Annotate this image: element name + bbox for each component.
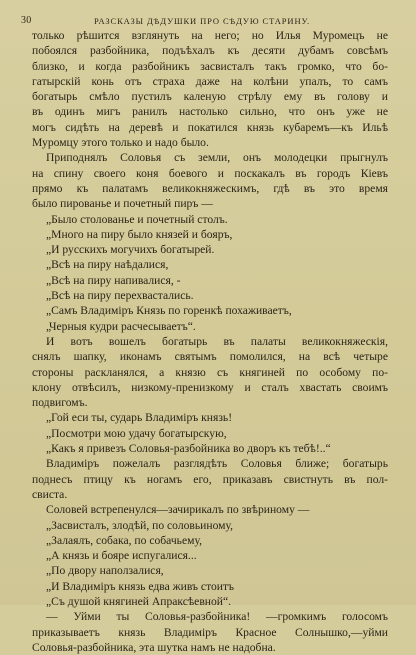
verse-line: „Всѣ на пиру напивалися, -	[46, 273, 181, 287]
verse-line: „Засвисталъ, злодѣй, по соловьиному,	[46, 518, 234, 532]
page-number: 30	[21, 15, 32, 26]
text-line: прямо къ палатамъ великокняжескимъ, гдѣ въ это время	[32, 181, 388, 195]
verse-line: „По двору наползалися,	[46, 564, 164, 578]
verse-line: Соловей встрепенулся—зачирикалъ по звѣриному —	[46, 503, 310, 517]
text-line: Соловья-разбойника, эта шутка намъ не надобна.	[32, 640, 276, 654]
verse-line: „Было столованье и почетный столъ.	[46, 212, 228, 226]
text-line: близко, и когда разбойникъ засвисталъ такъ громко, что бо-	[32, 59, 388, 73]
verse-line: „А князь и бояре испугалися...	[46, 549, 197, 563]
verse-line: „Много на пиру было князей и бояръ,	[46, 227, 233, 241]
text-line: только рѣшится взглянуть на него; но Илья Муромецъ не	[32, 29, 388, 42]
text-line: Приподнялъ Соловья съ земли, онъ молодецки прыгнулъ	[46, 151, 388, 165]
text-line: было пированье и почетный пиръ —	[32, 197, 213, 211]
verse-line: „Самъ Владиміръ Князь по горенкѣ похаживаетъ,	[46, 304, 292, 318]
verse-line: „И Владиміръ князь едва живъ стоитъ	[46, 579, 235, 593]
verse-line: „Всѣ на пиру наѣдалися,	[46, 258, 169, 272]
text-line: поднесъ птицу къ ногамъ его, приказавъ свистнуть въ пол-	[32, 472, 388, 486]
text-line: клону отвѣсилъ, низкому-пренизкому и сталъ хвастать своимъ	[32, 380, 388, 394]
verse-line: „И русскихъ могучихъ богатырей.	[46, 243, 215, 257]
text-line: побоялся разбойника, подъѣхалъ къ десяти дубамъ совсѣмъ	[32, 44, 388, 58]
text-line: — Уйми ты Соловья-разбойника! —громкимъ голосомъ	[46, 610, 388, 624]
verse-line: „Посмотри мою удачу богатырскую,	[46, 426, 227, 440]
text-line: могъ сидѣть на деревѣ и покатился князь кубаремъ—къ Ильѣ	[32, 120, 388, 134]
verse-line: „Всѣ на пиру перехвастались.	[46, 289, 194, 303]
text-line: подвигомъ.	[32, 396, 88, 410]
text-line: въ одинъ мигъ ранилъ настолько сильно, что онъ уже не	[32, 105, 388, 119]
text-line: гатырскій конь отъ страха даже на колѣни упалъ, то самъ	[32, 74, 388, 88]
verse-line: „Залаялъ, собака, по собачьему,	[46, 533, 202, 547]
text-line: И вотъ вошелъ богатырь въ палаты великокняжескія,	[46, 334, 388, 348]
text-line: богатырь смѣло пустилъ каленую стрѣлу ему въ голову и	[32, 90, 388, 104]
text-line: стороны раскланялся, а князю съ княгиней по особому по-	[32, 365, 388, 379]
running-head: РАЗСКАЗЫ ДѢДУШКИ ПРО СѢДУЮ СТАРИНУ.	[94, 16, 311, 26]
text-line: Владиміръ пожелалъ разглядѣть Соловья ближе; богатырь	[46, 457, 388, 471]
verse-line: „Черныя кудри расчесываетъ“.	[46, 319, 196, 333]
verse-line: „Какъ я привезъ Соловья-разбойника во дворъ къ тебѣ!..“	[46, 442, 331, 456]
text-line: свиста.	[32, 487, 68, 501]
text-line: Муромцу этого только и надо было.	[32, 136, 209, 150]
text-line: приказываетъ князь Владиміръ Красное Солнышко,—уйми	[32, 625, 388, 639]
text-line: на спину своего коня боевого и поскакалъ въ городъ Кіевъ	[32, 166, 388, 180]
text-line: снялъ шапку, иконамъ святымъ помолился, на всѣ четыре	[32, 350, 388, 364]
body-text	[32, 28, 388, 655]
verse-line: „Съ душой княгиней Апраксѣевной“.	[46, 594, 232, 608]
verse-line: „Гой еси ты, сударь Владиміръ князь!	[46, 411, 233, 425]
